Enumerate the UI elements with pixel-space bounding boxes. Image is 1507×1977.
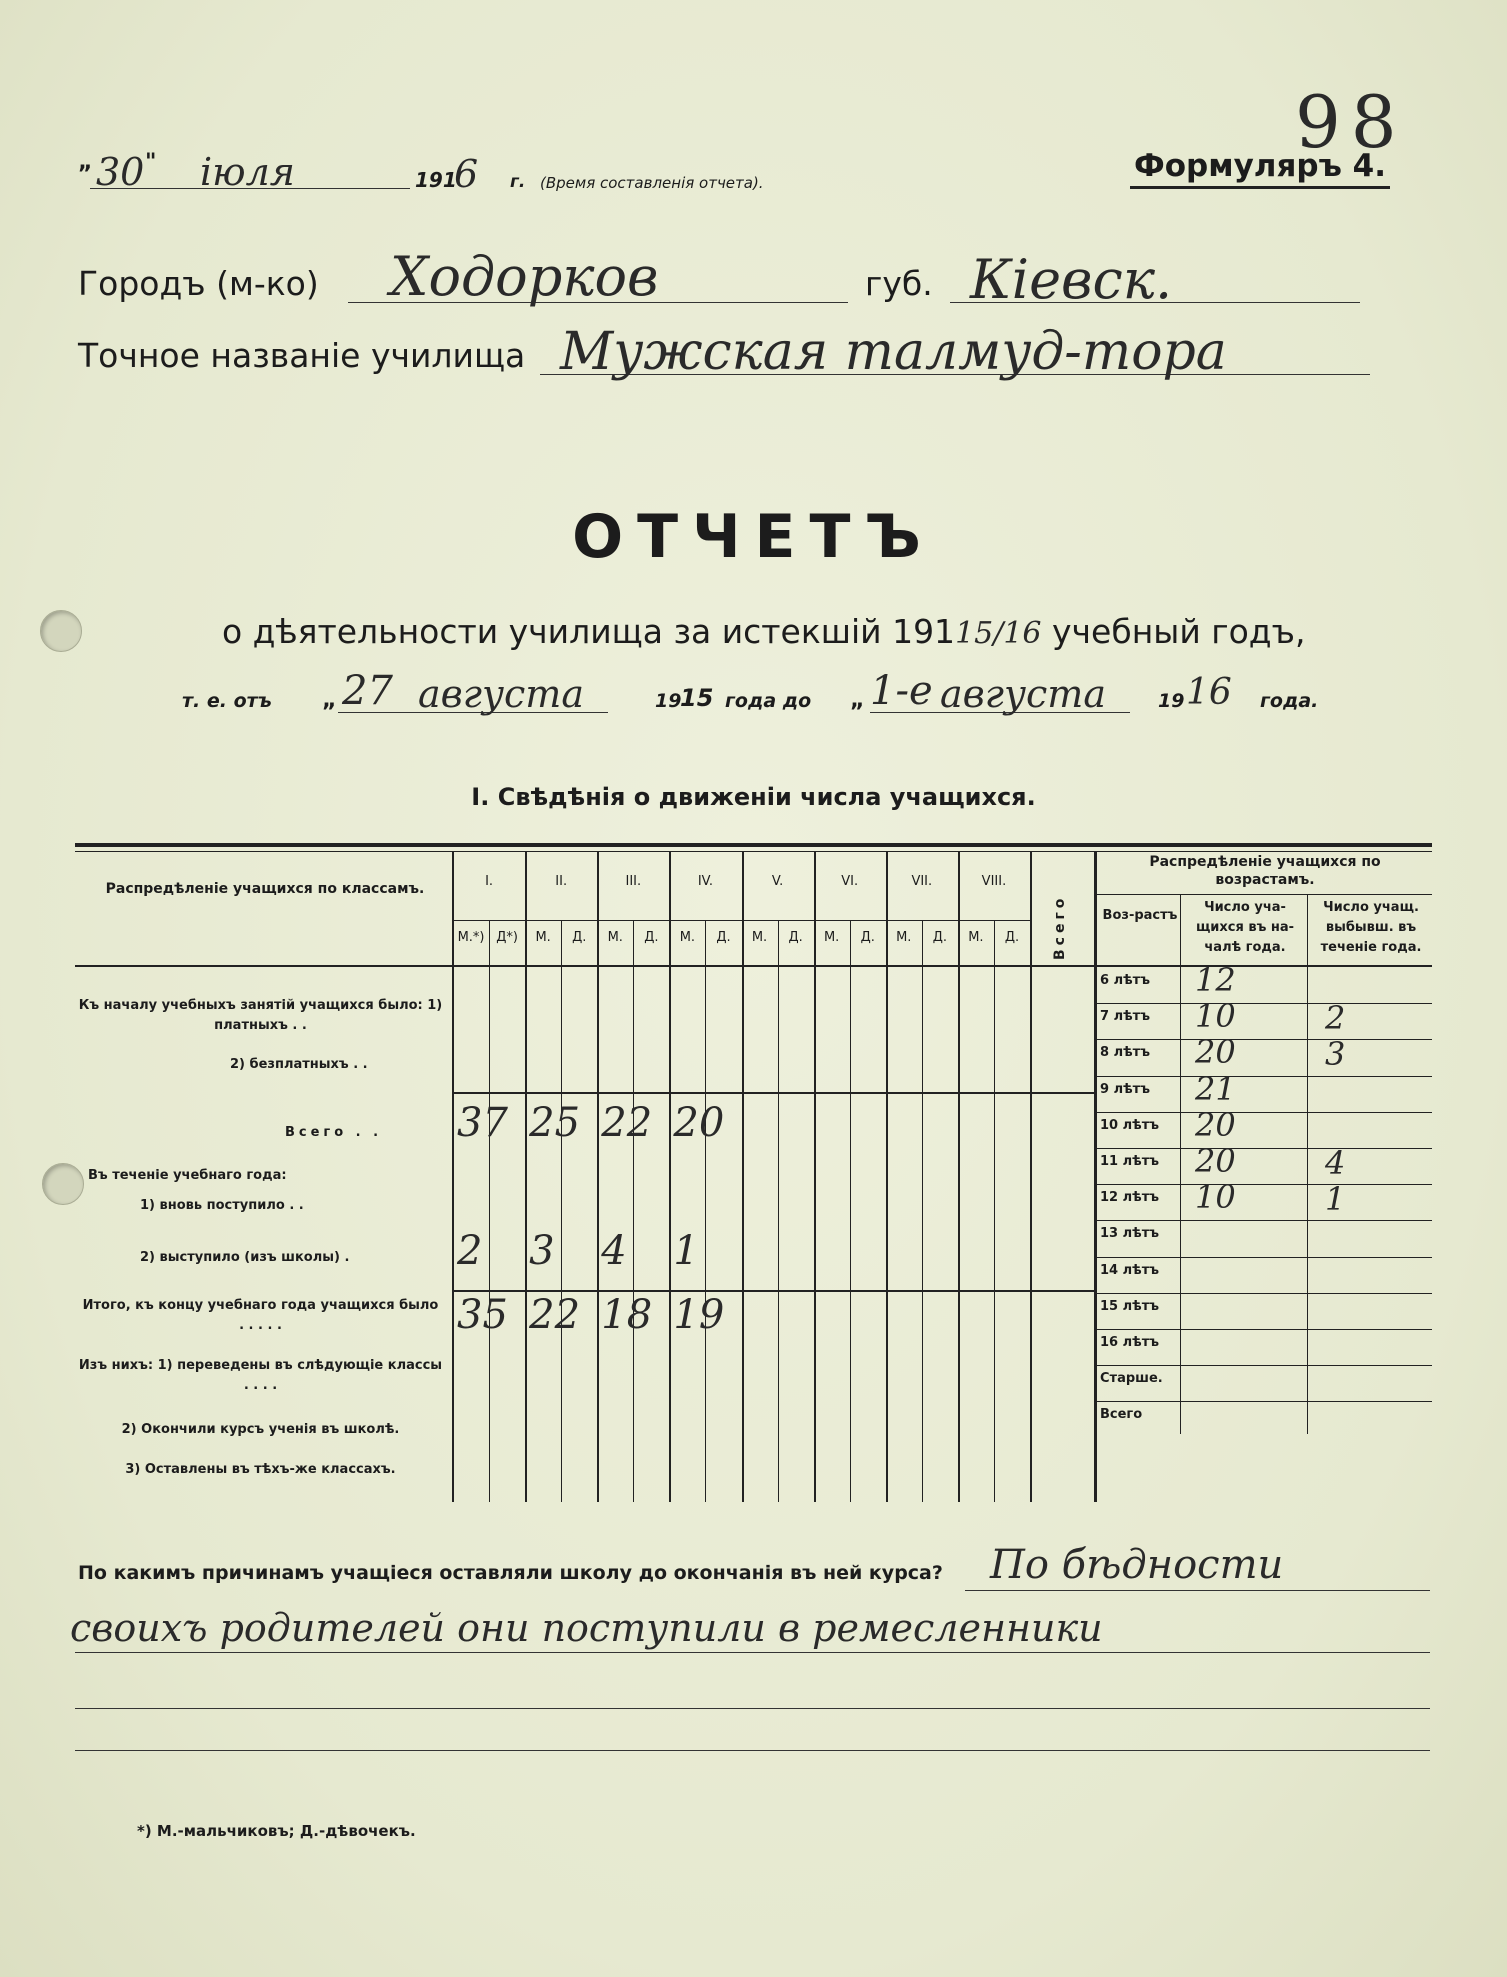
form-label: Формуляръ 4. [1130, 148, 1390, 189]
class-d-head: Д*) [496, 930, 518, 945]
age-start-value: 21 [1195, 1069, 1236, 1108]
class-head: VI. [841, 874, 859, 889]
age-label: 8 лѣтъ [1100, 1045, 1150, 1061]
answer-dots-3 [75, 1708, 1430, 1709]
class-value-total: 37 [457, 1100, 508, 1146]
age-start-value: 10 [1195, 1178, 1236, 1217]
class-m-head: М. [751, 930, 768, 945]
school-value: Мужская талмуд-тора [560, 322, 1227, 382]
answer-dots-1 [965, 1590, 1430, 1591]
age-row-line [1095, 1329, 1432, 1330]
col-line-total-left [1030, 852, 1032, 1502]
class-col-line [525, 852, 527, 1502]
age-left-value: 1 [1325, 1180, 1346, 1219]
period-te: т. е. отъ [182, 690, 272, 712]
subtitle-line [222, 612, 1305, 651]
age-label: 7 лѣтъ [1100, 1009, 1150, 1025]
class-value-left: 4 [601, 1228, 627, 1274]
period-year-word: года до [725, 690, 812, 712]
class-value-end: 35 [457, 1292, 508, 1338]
date-close-quote: " [145, 150, 157, 175]
subtitle-years: 15/16 [955, 616, 1042, 651]
class-value-total: 25 [529, 1100, 581, 1146]
time-note: (Время составленія отчета). [540, 174, 764, 192]
row-repeat: 3) Оставлены въ тѣхъ-же классахъ. [125, 1462, 396, 1477]
age-label: 12 лѣтъ [1100, 1190, 1160, 1206]
age-label: 9 лѣтъ [1100, 1081, 1150, 1097]
class-col-line [886, 852, 888, 1502]
period-from-month: августа [418, 672, 584, 716]
section-title: I. Свѣдѣнія о движеніи числа учащихся. [471, 783, 1036, 811]
class-d-head: Д. [644, 930, 659, 945]
class-d-head: Д. [860, 930, 875, 945]
class-m-head: М. [607, 930, 623, 945]
md-col-line [705, 920, 706, 1502]
class-m-head: М.*) [457, 930, 485, 945]
age-row-line [1095, 1112, 1432, 1113]
table-top-border [75, 843, 1432, 847]
date-month: іюля [200, 150, 295, 194]
age-row-line [1095, 1401, 1432, 1402]
period-to-day: 1-е [870, 668, 933, 714]
age-start-value: 20 [1195, 1033, 1236, 1072]
col-line-0 [452, 852, 454, 1502]
class-m-head: М. [535, 930, 551, 945]
class-value-end: 18 [601, 1292, 653, 1338]
age-header-bottom-line [1095, 965, 1432, 967]
class-d-head: Д. [716, 930, 731, 945]
age-row-line [1095, 1257, 1432, 1258]
class-value-total: 22 [601, 1100, 653, 1146]
answer-line-1: По бѣдности [990, 1542, 1284, 1588]
age-row-line [1095, 1003, 1432, 1004]
md-col-line [778, 920, 779, 1502]
age-label: 14 лѣтъ [1100, 1262, 1160, 1278]
row-arrived: 1) вновь поступило . . [140, 1198, 304, 1213]
md-col-line [489, 920, 490, 1502]
table-top-border-thin [75, 851, 1432, 852]
period-to-year-prefix: 19 [1158, 690, 1185, 712]
class-value-end: 19 [673, 1292, 725, 1338]
age-label: 11 лѣтъ [1100, 1154, 1160, 1169]
class-col-line [958, 852, 960, 1502]
age-start-value: 20 [1195, 1142, 1236, 1180]
class-head: VIII. [981, 874, 1007, 889]
period-end-word: года. [1260, 690, 1319, 712]
class-value-total: 20 [673, 1100, 725, 1146]
footnote: *) М.-мальчиковъ; Д.-дѣвочекъ. [137, 1822, 416, 1840]
class-head: III. [625, 874, 642, 889]
class-d-head: Д. [1004, 930, 1020, 945]
class-value-left: 2 [457, 1228, 483, 1274]
row-left: 2) выступило (изъ школы) . [140, 1250, 350, 1265]
year-prefix: 191 [415, 168, 457, 192]
class-head: VII. [911, 874, 933, 889]
age-left-value: 4 [1325, 1144, 1346, 1182]
class-d-head: Д. [572, 930, 587, 945]
period-to-year: 16 [1186, 672, 1232, 713]
city-label: Городъ (м-ко) [78, 264, 319, 303]
age-start-value: 10 [1195, 997, 1236, 1036]
age-row-line [1095, 1220, 1432, 1221]
period-from-year: 15 [680, 684, 714, 712]
age-row-line [1095, 1039, 1432, 1040]
question-text: По какимъ причинамъ учащіеся оставляли школу до окончанія въ ней курса? [78, 1562, 943, 1584]
class-head: II. [555, 874, 568, 889]
gub-value: Кіевск. [970, 248, 1173, 311]
punch-hole-top [40, 610, 82, 652]
age-row-line [1095, 1148, 1432, 1149]
report-title: ОТЧЕТЪ [572, 502, 935, 572]
age-left-value: 3 [1325, 1035, 1346, 1074]
year-unit: г. [510, 172, 526, 192]
class-col-line [597, 852, 599, 1502]
class-col-line [814, 852, 816, 1502]
age-row-line [1095, 1184, 1432, 1185]
age-col3: Число учащ. выбывш. въ теченіе года. [1320, 900, 1422, 955]
total-col-head: Всего [1052, 894, 1068, 960]
age-label: 16 лѣтъ [1100, 1335, 1160, 1350]
age-row-line [1095, 1293, 1432, 1294]
age-subheader-line [1095, 894, 1432, 895]
age-col-line-1 [1180, 894, 1181, 1434]
row-total: Всего . . [285, 1125, 383, 1140]
col-line-total-right [1094, 852, 1097, 1502]
class-head: IV. [697, 874, 714, 889]
class-value-end: 22 [529, 1292, 581, 1338]
age-left-value: 2 [1325, 999, 1346, 1038]
subtitle-suffix: учебный годъ, [1052, 612, 1306, 651]
age-label: 13 лѣтъ [1100, 1226, 1160, 1242]
class-m-head: М. [968, 930, 984, 945]
row-finished: 2) Окончили курсъ ученія въ школѣ. [121, 1422, 400, 1437]
age-label: 6 лѣтъ [1100, 973, 1150, 988]
class-head: V. [771, 874, 784, 889]
punch-hole-bottom [42, 1163, 84, 1205]
date-open-quote: „ [78, 150, 93, 175]
class-d-head: Д. [932, 930, 947, 945]
year-suffix: 6 [454, 152, 479, 196]
city-value: Ходорков [390, 245, 659, 308]
class-col-line [669, 852, 671, 1502]
row-start-1: Къ началу учебныхъ занятій учащихся было: 1) платныхъ . . [78, 998, 443, 1033]
md-col-line [922, 920, 923, 1502]
md-col-line [850, 920, 851, 1502]
class-head: I. [485, 874, 494, 889]
period-quote-open: „ [322, 688, 337, 713]
age-col2: Число уча-щихся въ на-чалѣ года. [1195, 900, 1295, 955]
answer-line-2: своихъ родителей они поступили в ремесленники [70, 1606, 1103, 1650]
age-row-line [1095, 1076, 1432, 1077]
md-col-line [994, 920, 995, 1502]
md-col-line [561, 920, 562, 1502]
period-quote-open-2: „ [850, 688, 865, 713]
answer-dots-4 [75, 1750, 1430, 1751]
age-col1: Воз-растъ [1102, 908, 1178, 923]
class-m-head: М. [679, 930, 696, 945]
row-start-2: 2) безплатныхъ . . [230, 1057, 368, 1072]
gub-label: губ. [865, 264, 933, 303]
class-m-head: М. [896, 930, 912, 945]
class-m-head: М. [823, 930, 840, 945]
age-label: Старше. [1100, 1371, 1163, 1387]
row-end: Итого, къ концу учебнаго года учащихся было . . . . . [82, 1298, 439, 1333]
age-row-line [1095, 1365, 1432, 1366]
age-label: Всего [1100, 1407, 1143, 1423]
class-d-head: Д. [788, 930, 803, 945]
age-col-line-2 [1307, 894, 1308, 1434]
subtitle-prefix: о дѣятельности училища за истекшій 191 [222, 612, 956, 651]
header-bottom-line [75, 965, 1095, 967]
md-col-line [633, 920, 634, 1502]
date-day: 30 [96, 150, 145, 194]
row-during: Въ теченіе учебнаго года: [88, 1168, 287, 1183]
class-col-line [742, 852, 744, 1502]
period-from-year-prefix: 19 [655, 690, 682, 712]
age-label: 10 лѣтъ [1100, 1117, 1160, 1133]
class-value-left: 3 [529, 1228, 555, 1274]
row-line-before-total [453, 1092, 1095, 1094]
row-promoted: Изъ нихъ: 1) переведены въ слѣдующіе классы . . . . [78, 1358, 443, 1393]
age-label: 15 лѣтъ [1100, 1298, 1160, 1314]
answer-dots-2 [75, 1652, 1430, 1653]
age-start-value: 20 [1195, 1105, 1236, 1144]
age-head: Распредѣленіе учащихся по возрастамъ. [1149, 854, 1381, 888]
school-label: Точное названіе училища [78, 336, 526, 375]
head-left: Распредѣленіе учащихся по классамъ. [105, 881, 425, 897]
class-value-left: 1 [673, 1228, 699, 1274]
period-to-month: августа [940, 672, 1106, 716]
age-start-value: 12 [1195, 961, 1236, 999]
period-from-day: 27 [342, 668, 393, 714]
form-number: 98 [1295, 80, 1407, 164]
